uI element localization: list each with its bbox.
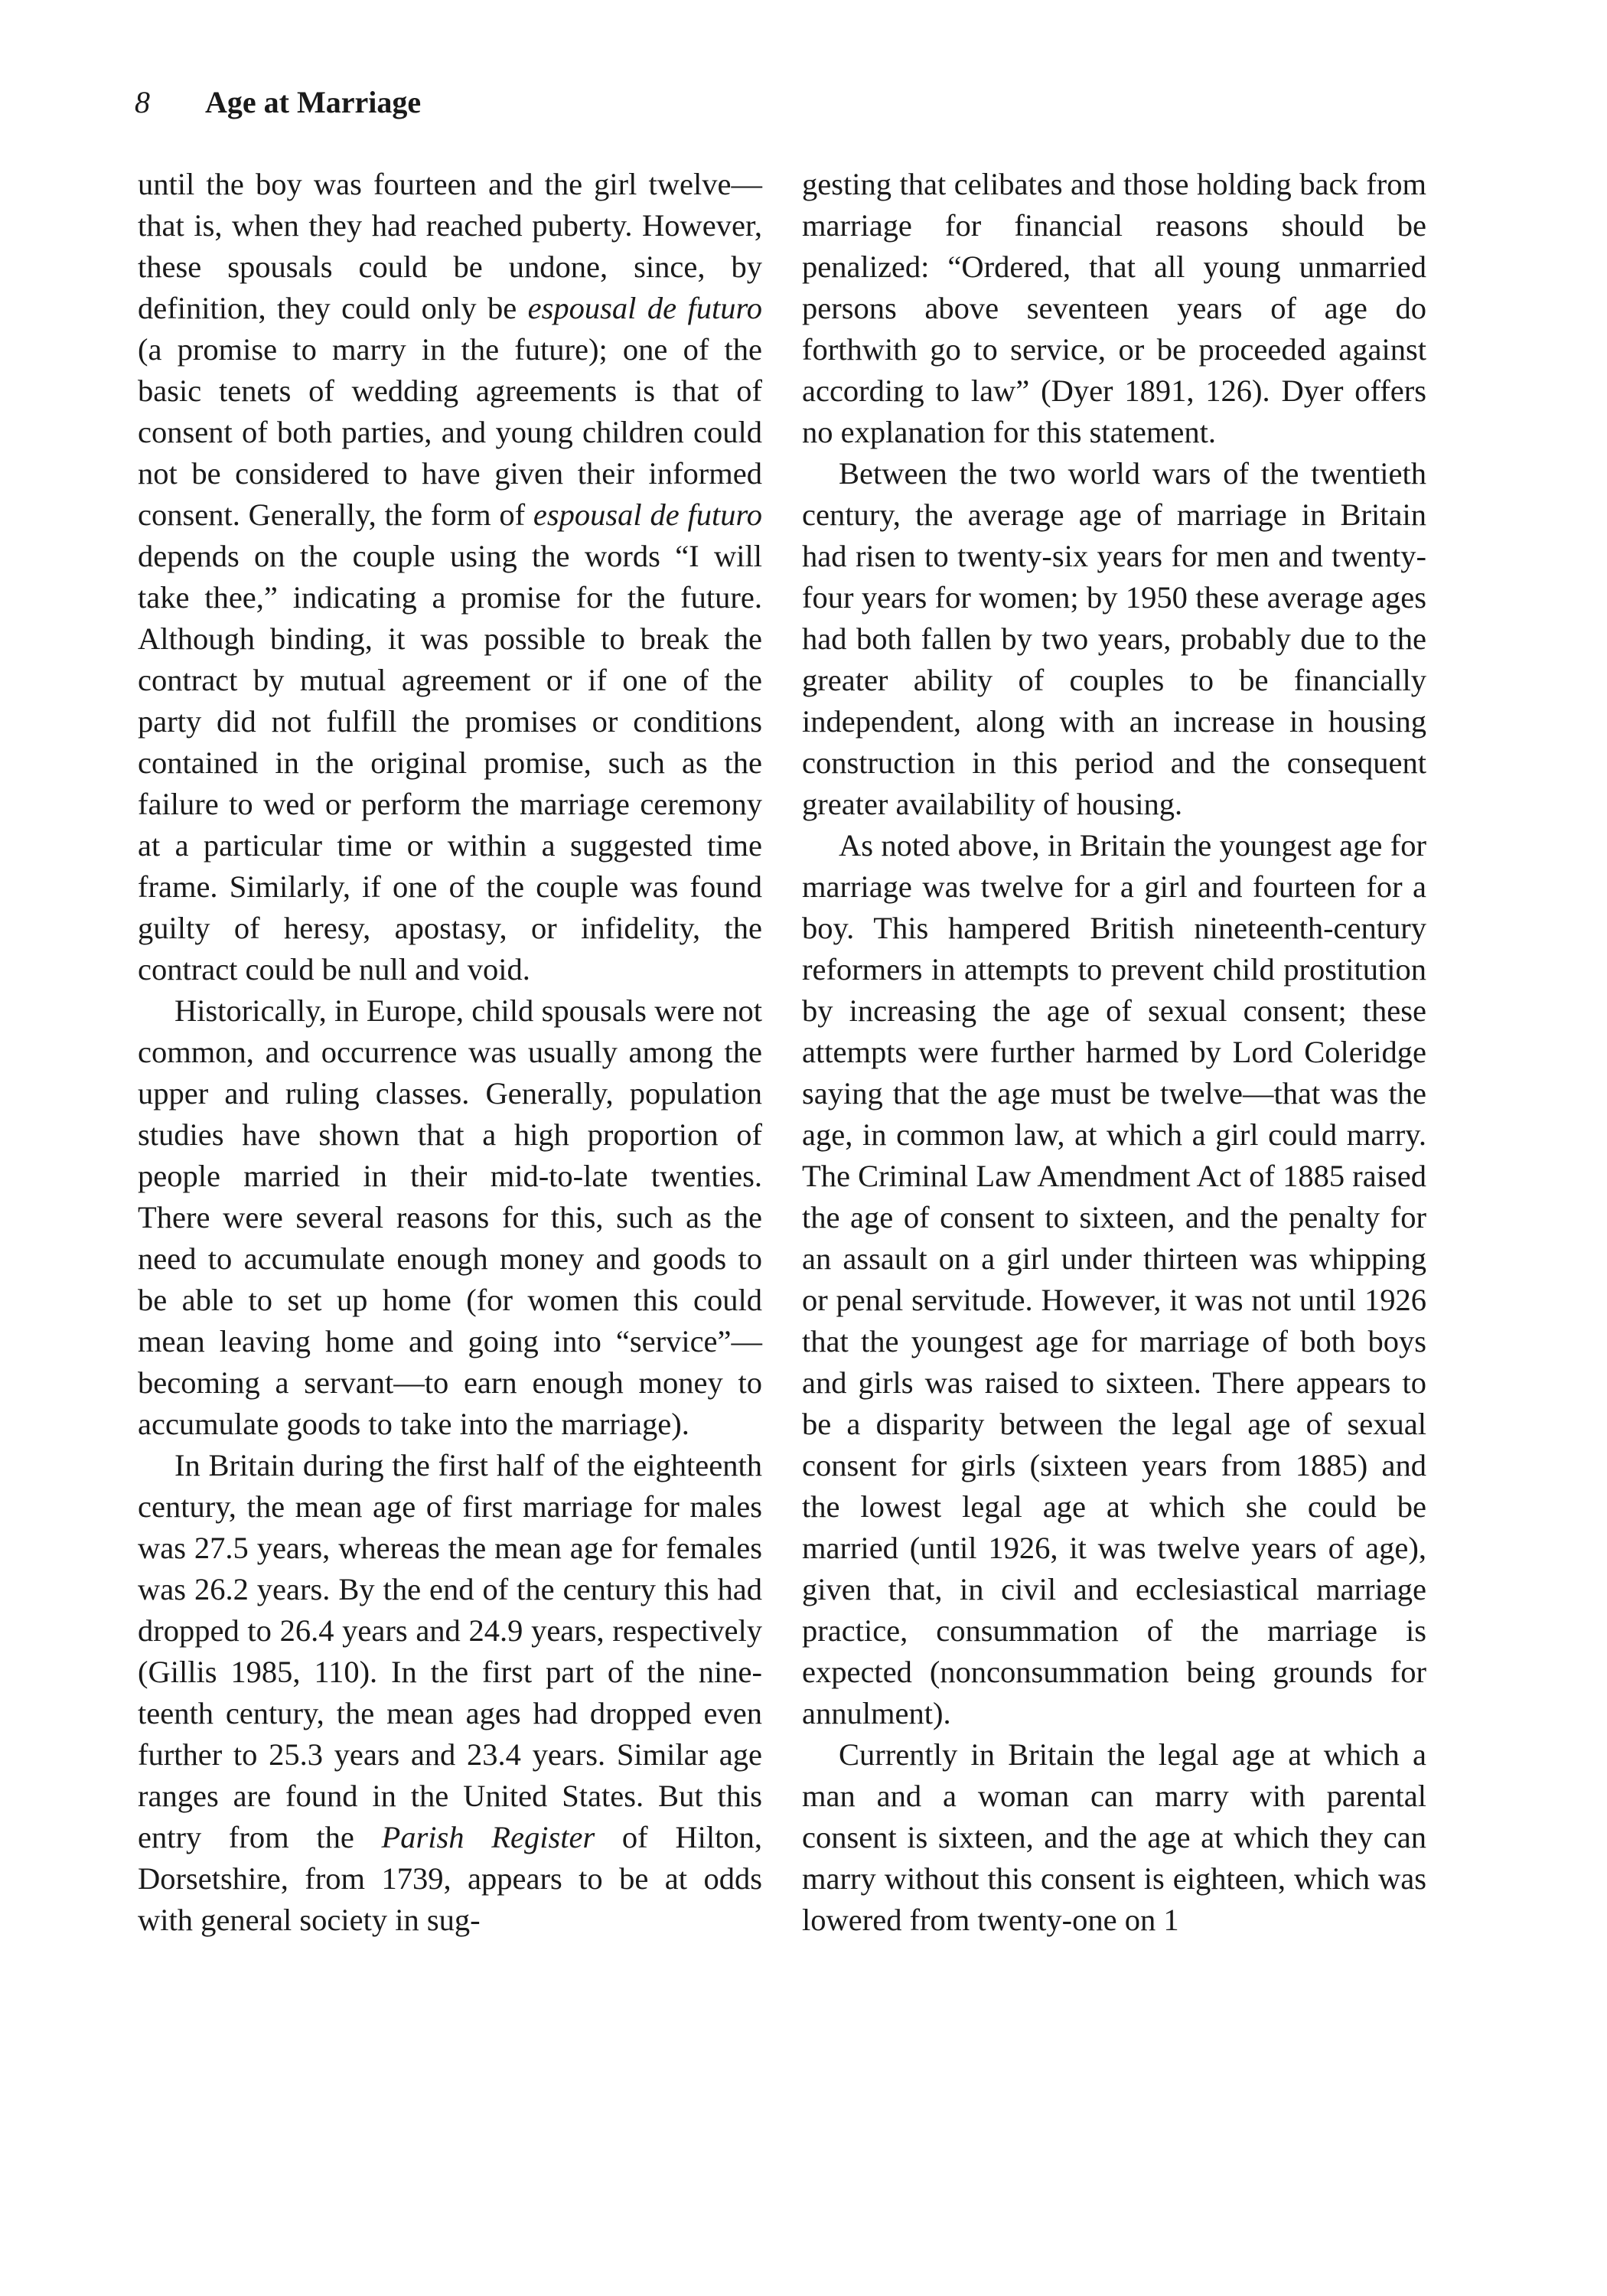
paragraph-dyer-quote: gesting that celibates and those holding back from marriage for financial reasons should be penalized: “Ordered, that all young unmarried persons above seventeen years of age do forthwith go to service, or be proceeded against according to law” (Dyer 1891, 126). Dyer offers no explanation for this statement.	[802, 167, 1426, 449]
running-title: Age at Marriage	[205, 85, 422, 119]
text-run: of Hilton, Dorsetshire, from 1739, appears to be at odds with general society in sug-	[138, 1820, 762, 1937]
page-number: 8	[135, 85, 150, 119]
paragraph-historical-europe: Historically, in Europe, child spousals were not common, and occurrence was usually among the upper and ruling classes. Generally, population studies have shown that a high proportion of people married in their mid-to-late twenties. There were several reasons for this, such as the need to accumulate enough money and goods to be able to set up home (for women this could mean leaving home and going into “service”—becoming a servant—to earn enough money to accumulate goods to take into the marriage).	[138, 993, 762, 1441]
paragraph-espousal-contract	[138, 164, 762, 990]
text-run: until the boy was fourteen and the girl twelve—that is, when they had reached puberty. However, these spousals could be undone, since, by definition, they could only be	[138, 167, 762, 325]
running-head	[135, 80, 421, 126]
left-column	[138, 164, 762, 1941]
text-run: (a promise to marry in the future); one of the basic tenets of wedding agreements is that of consent of both parties, and young children could not be considered to have given their informed consent. Generally, the form of	[138, 332, 762, 532]
text-run: depends on the couple using the words “I will take thee,” indicating a promise for the future. Although binding, it was possible to break the contract by mutual agreement or if one of the party did not fulfill the promises or conditions contained in the original promise, such as the failure to wed or perform the marriage ceremony at a particular time or within a suggested time frame. Similarly, if one of the couple was found guilty of heresy, apostasy, or infidelity, the contract could be null and void.	[138, 539, 762, 987]
paragraph-current-law: Currently in Britain the legal age at which a man and a woman can marry with parental consent is sixteen, and the age at which they can marry without this consent is eighteen, which was lowered from twenty-one on 1	[802, 1737, 1426, 1937]
italic-term: espousal de futuro	[527, 291, 762, 325]
paragraph-britain-18th-century	[138, 1445, 762, 1941]
right-column	[802, 164, 1426, 1941]
italic-title: Parish Register	[381, 1820, 595, 1854]
paragraph-youngest-age: As noted above, in Britain the youngest age for marriage was twelve for a girl and fourteen for a boy. This hampered British nineteenth-century reformers in attempts to prevent child prostitution by increasing the age of sexual consent; these attempts were further harmed by Lord Coleridge saying that the age must be twelve—that was the age, in common law, at which a girl could marry. The Criminal Law Amendment Act of 1885 raised the age of consent to sixteen, and the penalty for an assault on a girl under thirteen was whipping or penal servitude. However, it was not until 1926 that the youngest age for marriage of both boys and girls was raised to sixteen. There appears to be a disparity between the legal age of sexual consent for girls (sixteen years from 1885) and the lowest legal age at which she could be married (until 1926, it was twelve years of age), given that, in civil and ecclesiastical marriage practice, consummation of the marriage is expected (nonconsummation being grounds for annulment).	[802, 828, 1426, 1730]
paragraph-world-wars: Between the two world wars of the twentieth century, the average age of marriage in Britain had risen to twenty-six years for men and twenty-four years for women; by 1950 these average ages had both fallen by two years, probably due to the greater ability of couples to be financially independent, along with an increase in housing construction in this period and the consequent greater availability of housing.	[802, 456, 1426, 821]
text-run: In Britain during the first half of the eighteenth century, the mean age of first marriage for males was 27.5 years, whereas the mean age for females was 26.2 years. By the end of the century this had dropped to 26.4 years and 24.9 years, respectively (Gillis 1985, 110). In the first part of the nineteenth century, the mean ages had dropped even further to 25.3 years and 23.4 years. Similar age ranges are found in the United States. But this entry from the	[138, 1448, 762, 1854]
italic-term: espousal de futuro	[533, 497, 762, 532]
